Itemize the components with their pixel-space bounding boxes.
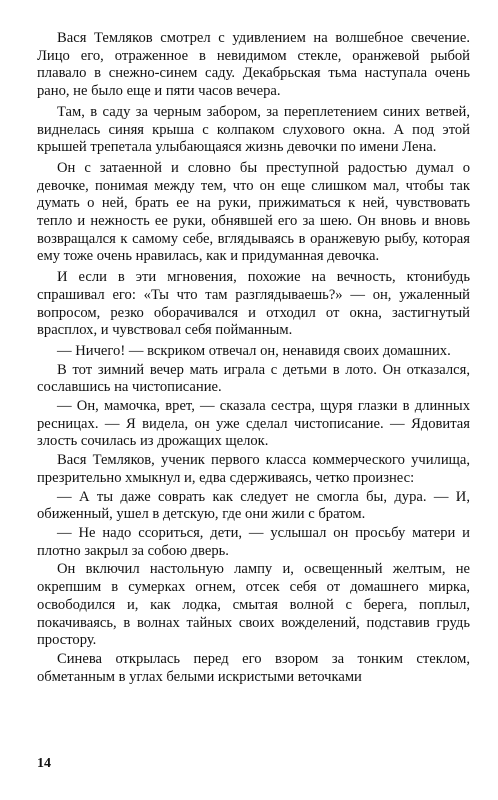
paragraph-11: Он включил настольную лампу и, освещенный желтым, не окрепшим в сумерках огнем, отсек себя от домашнего мирка, освободился и, как лодка, смытая волной с берега, поплыл, покачиваясь, в волнах тайных своих вожделений, подставив грудь простору. — [37, 561, 470, 649]
paragraph-9: — А ты даже соврать как следует не смогла бы, дура. — И, обиженный, ушел в детскую, где они жили с братом. — [37, 488, 470, 523]
paragraph-3: Он с затаенной и словно бы преступной радостью думал о девочке, понимая между тем, что он еще слишком мал, чтобы так думать о ней, брать ее на руки, прижиматься к ней, чувствовать тепло и нежность ее руки, обнявшей его за шею. Он вновь и вновь возвращался к самому себе, вглядываясь в оранжевую рыбу, которая ему тоже очень нравилась, как и придуманная девочка. — [37, 159, 470, 265]
paragraph-6: В тот зимний вечер мать играла с детьми в лото. Он отказался, сославшись на чистописание. — [37, 361, 470, 396]
paragraph-12: Синева открылась перед его взором за тонким стеклом, обметанным в углах белыми искристыми веточками — [37, 650, 470, 685]
paragraph-5: — Ничего! — вскриком отвечал он, ненавидя своих домашних. — [57, 342, 451, 359]
body-text — [37, 30, 470, 686]
paragraph-7: — Он, мамочка, врет, — сказала сестра, щуря глазки в длинных ресницах. — Я видела, он уже сделал чистописание. — Ядовитая злость сочилась из дрожащих щелок. — [37, 398, 470, 450]
paragraph-2: Там, в саду за черным забором, за переплетением синих ветвей, виднелась синяя крыша с колпаком слухового окна. А под этой крышей трепетала улыбающаяся жизнь девочки по имени Лена. — [37, 103, 470, 156]
paragraph-8: Вася Темляков, ученик первого класса коммерческого училища, презрительно хмыкнул и, едва сдерживаясь, четко произнес: — [37, 452, 470, 486]
page-number: 14 — [37, 756, 51, 771]
paragraph-10: — Не надо ссориться, дети, — услышал он просьбу матери и плотно закрыл за собою дверь. — [37, 524, 470, 559]
paragraph-1: Вася Темляков смотрел с удивлением на волшебное свечение. Лицо его, отраженное в невидимом стекле, оранжевой рыбой плавало в снежно-синем саду. Декабрьская тьма наступала очень рано, не было еще и пяти часов вечера. — [37, 30, 470, 100]
paragraph-4: И если в эти мгновения, похожие на вечность, ктонибудь спрашивал его: «Ты что там разглядываешь?» — он, ужаленный вопросом, резко оборачивался и отходил от окна, застигнутый врасплох, и чувствовал себя пойманным. — [37, 269, 470, 339]
